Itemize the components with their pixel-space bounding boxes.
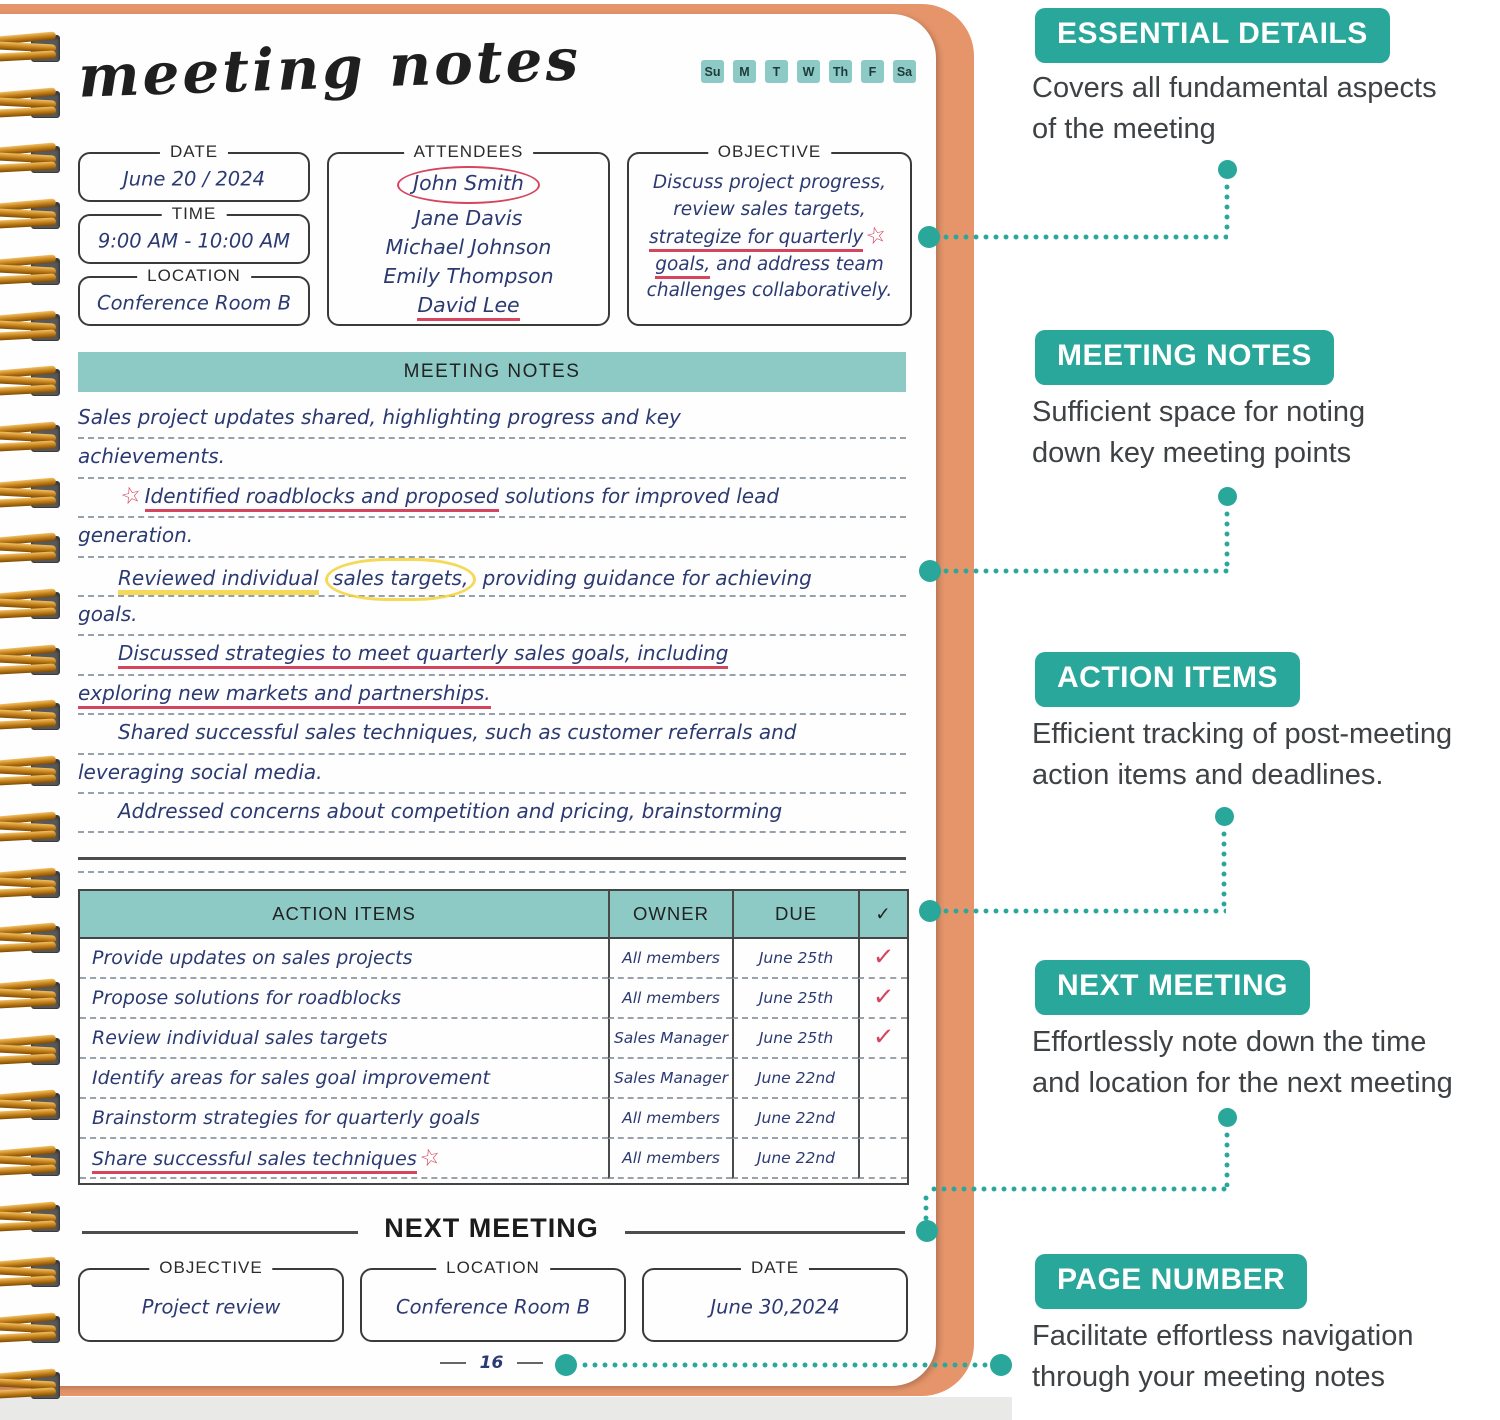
owner-cell: All members <box>608 1139 732 1179</box>
objective-line <box>637 170 902 197</box>
hand-drawn-star-icon: ☆ <box>863 220 890 252</box>
action-item-cell <box>80 1099 608 1139</box>
meeting-notes-header-bar: MEETING NOTES <box>78 352 906 392</box>
connector-dot <box>1215 807 1234 826</box>
due-cell: June 25th <box>732 1019 858 1059</box>
owner-cell: Sales Manager <box>608 1019 732 1059</box>
next-meeting-box-value: Project review <box>141 1295 281 1319</box>
attendee-name <box>329 233 608 262</box>
table-header-row <box>80 891 907 939</box>
note-line <box>78 833 906 872</box>
action-row <box>80 1059 907 1099</box>
note-line <box>78 597 906 636</box>
text-part: Provide updates on sales projects <box>92 947 413 969</box>
text-part: achievements. <box>78 444 226 469</box>
background-strip <box>0 1397 1012 1420</box>
attendees-label: ATTENDEES <box>404 142 534 162</box>
text-part: Emily Thompson <box>383 264 554 288</box>
callout-description-line: down key meeting points <box>1032 437 1352 469</box>
action-item-cell <box>80 939 608 979</box>
weekday-strip <box>701 60 916 83</box>
connector-line <box>941 908 1226 914</box>
callout-description <box>1032 1022 1453 1104</box>
spiral-coil <box>0 477 64 511</box>
objective-line <box>637 278 902 305</box>
attendee-name <box>329 204 608 233</box>
connector-dot <box>1218 160 1237 179</box>
callout-description-line: action items and deadlines. <box>1032 759 1384 791</box>
owner-column-header: OWNER <box>608 891 732 937</box>
text-part: Propose solutions for roadblocks <box>92 987 402 1009</box>
action-row <box>80 1019 907 1059</box>
text-part: solutions for improved lead <box>498 483 780 508</box>
objective-line <box>637 197 902 224</box>
hand-drawn-star-icon: ☆ <box>118 480 145 511</box>
owner-cell: All members <box>608 979 732 1019</box>
callout-title: PAGE NUMBER <box>1035 1254 1307 1309</box>
annotated-text-yellow-ul: Reviewed individual <box>118 566 319 595</box>
text-part: Sales project updates shared, highlighting progress and key <box>78 405 681 429</box>
connector-dot <box>1218 1108 1237 1127</box>
text-part: Michael Johnson <box>385 235 552 259</box>
due-column-header: DUE <box>732 891 858 937</box>
note-line <box>78 439 906 478</box>
objective-label: OBJECTIVE <box>708 142 831 162</box>
callout-description-line: through your meeting notes <box>1032 1361 1386 1393</box>
check-cell <box>858 1139 907 1179</box>
connector-dot <box>916 1220 938 1242</box>
page-title: meeting notes <box>76 25 583 111</box>
text-part: Brainstorm strategies for quarterly goals <box>92 1107 480 1129</box>
spiral-coil <box>0 532 64 566</box>
spiral-coil <box>0 588 64 622</box>
spiral-coil <box>0 867 64 901</box>
action-row <box>80 939 907 979</box>
text-part: Discuss project progress, <box>652 172 887 193</box>
text-part: leveraging social media. <box>78 759 323 784</box>
action-item-cell <box>80 979 608 1019</box>
callout-description-line: Sufficient space for noting <box>1032 396 1366 428</box>
text-part: and address team <box>710 253 884 275</box>
text-part: generation. <box>78 523 194 548</box>
spiral-coil <box>0 1312 64 1346</box>
callout-description-line: Effortlessly note down the time <box>1032 1026 1427 1058</box>
attendee-name <box>329 262 608 291</box>
text-part: challenges collaboratively. <box>646 280 893 301</box>
objective-line <box>637 220 902 252</box>
due-cell: June 22nd <box>732 1099 858 1139</box>
text-part: Identify areas for sales goal improvement <box>92 1067 490 1089</box>
callout-description <box>1032 68 1437 150</box>
due-cell: June 22nd <box>732 1059 858 1099</box>
callout-description <box>1032 1316 1414 1398</box>
note-line <box>78 558 906 597</box>
info-box-location <box>78 266 310 326</box>
spiral-coil <box>0 755 64 789</box>
annotated-text-red-ul: exploring new markets and partnerships. <box>78 681 491 709</box>
owner-cell: All members <box>608 939 732 979</box>
red-checkmark-icon: ✓ <box>872 981 895 1012</box>
text-part: review sales targets, <box>673 198 866 220</box>
callout-description-line: of the meeting <box>1032 113 1216 145</box>
attendee-name <box>329 291 608 320</box>
spiral-coil <box>0 978 64 1012</box>
text-part: Review individual sales targets <box>92 1027 388 1049</box>
connector-dot <box>555 1354 577 1376</box>
callout-description-line: and location for the next meeting <box>1032 1067 1453 1099</box>
note-line <box>78 715 906 754</box>
annotated-text-red-ul: Identified roadblocks and proposed <box>145 484 499 512</box>
spiral-coil <box>0 1034 64 1068</box>
text-part: Addressed concerns about competition and pricing, brainstorming <box>118 798 783 823</box>
next-meeting-box-value: June 30,2024 <box>710 1295 840 1319</box>
objective-box <box>627 142 912 326</box>
callout-title: NEXT MEETING <box>1035 960 1310 1015</box>
info-box-label: TIME <box>162 204 227 224</box>
table-body <box>80 939 907 1179</box>
connector-line <box>1224 509 1230 567</box>
action-row <box>80 979 907 1019</box>
annotated-text-red-ul: David Lee <box>417 293 519 321</box>
callout-title: MEETING NOTES <box>1035 330 1334 385</box>
hand-drawn-star-icon: ☆ <box>416 1142 444 1174</box>
callout-title: ACTION ITEMS <box>1035 652 1300 707</box>
spiral-coil <box>0 699 64 733</box>
check-cell <box>858 1059 907 1099</box>
red-checkmark-icon: ✓ <box>872 941 895 972</box>
heading-rule-left <box>82 1231 358 1234</box>
note-line <box>78 636 906 675</box>
red-checkmark-icon: ✓ <box>872 1021 895 1052</box>
annotated-text-red-ul: Discussed strategies to meet quarterly sales goals, including <box>118 641 728 669</box>
connector-dot <box>918 226 940 248</box>
spiral-coil <box>0 1089 64 1123</box>
connector-line <box>1221 829 1227 907</box>
note-line <box>78 518 906 557</box>
weekday-t: T <box>765 60 788 83</box>
due-cell: June 22nd <box>732 1139 858 1179</box>
note-line <box>78 479 906 518</box>
text-part: Shared successful sales techniques, such as customer referrals and <box>118 720 797 745</box>
info-box-label: LOCATION <box>137 266 251 286</box>
check-cell <box>858 1019 907 1059</box>
action-item-cell <box>80 1059 608 1099</box>
next-meeting-box-objective <box>78 1258 344 1342</box>
weekday-su: Su <box>701 60 724 83</box>
connector-line <box>923 1193 929 1221</box>
attendee-name <box>329 166 608 204</box>
callout-description <box>1032 392 1365 474</box>
spiral-coil <box>0 1256 64 1290</box>
callout-description-line: Covers all fundamental aspects <box>1032 72 1437 104</box>
owner-cell: Sales Manager <box>608 1059 732 1099</box>
spiral-coil <box>0 310 64 344</box>
info-box-time <box>78 204 310 264</box>
heading-rule-right <box>625 1231 905 1234</box>
annotated-text-yellow-circle: sales targets, <box>325 558 476 601</box>
owner-cell: All members <box>608 1099 732 1139</box>
connector-line <box>929 1186 1229 1192</box>
next-meeting-box-label: LOCATION <box>436 1258 550 1278</box>
annotated-text-red-circle: John Smith <box>397 166 540 204</box>
spiral-coil <box>0 1201 64 1235</box>
objective-text <box>629 154 910 305</box>
next-meeting-box-location <box>360 1258 626 1342</box>
info-box-value: June 20 / 2024 <box>122 167 266 191</box>
connector-dot <box>1218 487 1237 506</box>
text-part: goals. <box>78 601 138 626</box>
text-part: Jane Davis <box>414 206 523 230</box>
action-items-column-header: ACTION ITEMS <box>272 903 416 924</box>
check-cell <box>858 979 907 1019</box>
objective-line <box>637 252 902 279</box>
next-meeting-heading: NEXT MEETING <box>384 1213 599 1243</box>
spiral-coil <box>0 198 64 232</box>
page-number-dash <box>440 1362 466 1364</box>
next-meeting-box-label: DATE <box>741 1258 809 1278</box>
spiral-coil <box>0 421 64 455</box>
spiral-coil <box>0 142 64 176</box>
callout-description-line: Efficient tracking of post-meeting <box>1032 718 1453 750</box>
callout-description-line: Facilitate effortless navigation <box>1032 1320 1414 1352</box>
attendees-list <box>329 154 608 320</box>
action-item-cell <box>80 1139 608 1179</box>
note-line <box>78 755 906 794</box>
attendees-box <box>327 142 610 326</box>
weekday-m: M <box>733 60 756 83</box>
annotated-text-red-ul: strategize for quarterly <box>649 227 863 252</box>
callout-description <box>1032 714 1452 796</box>
weekday-w: W <box>797 60 820 83</box>
meeting-notes-lines <box>78 400 906 873</box>
check-column-header: ✓ <box>858 891 907 937</box>
connector-line <box>941 234 1228 240</box>
connector-dot <box>919 560 941 582</box>
page-number-value: 16 <box>479 1353 504 1373</box>
note-line <box>78 794 906 833</box>
note-line <box>78 400 906 439</box>
callout-title: ESSENTIAL DETAILS <box>1035 8 1390 63</box>
weekday-f: F <box>861 60 884 83</box>
connector-line <box>1224 182 1230 234</box>
connector-dot <box>919 900 941 922</box>
due-cell: June 25th <box>732 979 858 1019</box>
spiral-coil <box>0 1368 64 1402</box>
weekday-th: Th <box>829 60 852 83</box>
spiral-coil <box>0 254 64 288</box>
spiral-coil <box>0 87 64 121</box>
connector-line <box>1224 1130 1230 1187</box>
text-part: providing guidance for achieving <box>476 565 812 590</box>
annotated-text-red-ul: goals, <box>655 254 710 279</box>
note-line <box>78 676 906 715</box>
spiral-coil <box>0 365 64 399</box>
action-row <box>80 1099 907 1139</box>
info-box-value: Conference Room B <box>96 291 292 315</box>
next-meeting-box-date <box>642 1258 908 1342</box>
next-meeting-box-label: OBJECTIVE <box>149 1258 272 1278</box>
due-cell: June 25th <box>732 939 858 979</box>
connector-line <box>941 568 1229 574</box>
check-cell <box>858 939 907 979</box>
action-items-table <box>78 889 909 1185</box>
connector-line <box>580 1362 990 1368</box>
action-row <box>80 1139 907 1179</box>
spiral-coil <box>0 922 64 956</box>
connector-dot <box>990 1354 1012 1376</box>
info-box-date <box>78 142 310 202</box>
weekday-sa: Sa <box>893 60 916 83</box>
info-box-label: DATE <box>160 142 228 162</box>
info-box-value: 9:00 AM - 10:00 AM <box>97 229 291 253</box>
section-divider <box>78 857 906 860</box>
annotated-text-red-ul: Share successful sales techniques <box>92 1148 417 1174</box>
spiral-coil <box>0 811 64 845</box>
check-cell <box>858 1099 907 1139</box>
spiral-coil <box>0 31 64 65</box>
action-item-cell <box>80 1019 608 1059</box>
spiral-coil <box>0 644 64 678</box>
page-number-dash <box>517 1362 543 1364</box>
next-meeting-box-value: Conference Room B <box>395 1295 591 1319</box>
spiral-coil <box>0 1145 64 1179</box>
